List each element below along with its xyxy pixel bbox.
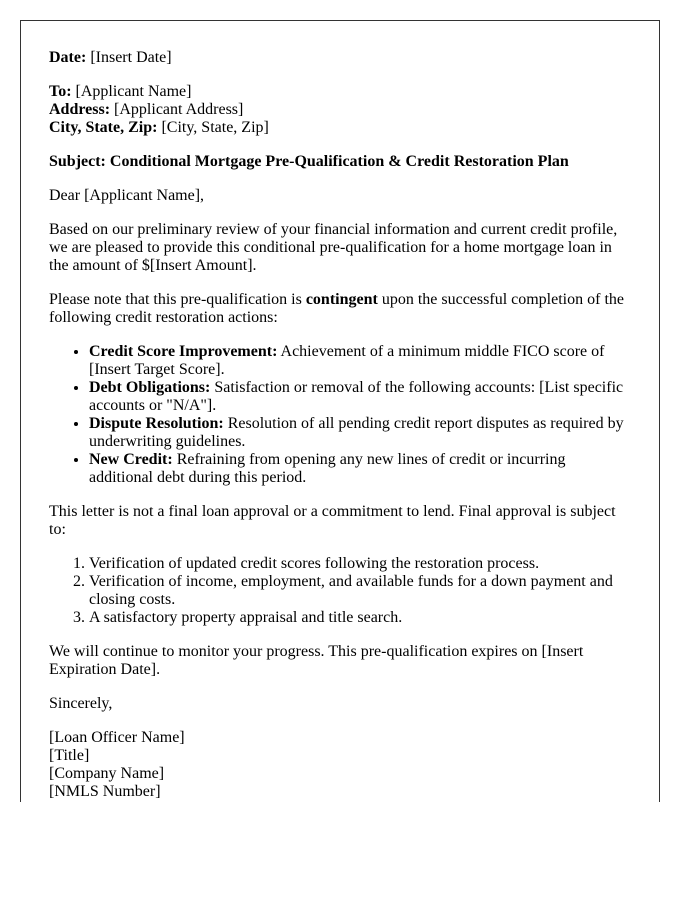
closing-paragraph: We will continue to monitor your progress. This pre-qualification expires on [Insert Expiration Date]. <box>49 643 584 678</box>
action-label: Credit Score Improvement: <box>89 343 278 360</box>
list-item <box>89 415 631 451</box>
contingent-emphasis: contingent <box>305 291 378 308</box>
letter-page <box>20 20 660 802</box>
date-value: [Insert Date] <box>90 49 172 66</box>
signature-company: [Company Name] <box>49 765 165 782</box>
recipient-to-label: To: <box>49 83 72 100</box>
contingent-text-before: Please note that this pre-qualification is <box>49 291 306 308</box>
date-line <box>49 49 631 67</box>
recipient-block <box>49 83 631 137</box>
action-label: Debt Obligations: <box>89 379 211 396</box>
recipient-to-line <box>49 83 631 101</box>
action-label: New Credit: <box>89 451 173 468</box>
contingent-text-after: upon the successful completion of the following credit restoration actions: <box>49 291 624 326</box>
action-text: Refraining from opening any new lines of credit or incurring additional debt during this period. <box>89 451 566 486</box>
contingent-paragraph <box>49 291 631 327</box>
salutation: Dear [Applicant Name], <box>49 187 205 204</box>
recipient-city-line <box>49 119 631 137</box>
list-item: 1. Verification of updated credit scores following the restoration process. <box>89 555 631 573</box>
recipient-address: [Applicant Address] <box>114 101 244 118</box>
action-text: Resolution of all pending credit report disputes as required by underwriting guidelines. <box>89 415 624 450</box>
action-text: Satisfaction or removal of the following accounts: [List specific accounts or "N/A"]. <box>89 379 624 414</box>
recipient-name: [Applicant Name] <box>75 83 192 100</box>
subject-line: Subject: Conditional Mortgage Pre-Qualification & Credit Restoration Plan <box>49 153 569 170</box>
recipient-address-line <box>49 101 631 119</box>
list-item <box>89 343 631 379</box>
date-label: Date: <box>49 49 87 66</box>
intro-paragraph: Based on our preliminary review of your financial information and current credit profile, we are pleased to provide this conditional pre-qualification for a home mortgage loan in the amount of $[Insert Amount]. <box>49 221 618 274</box>
list-item: 2. Verification of income, employment, and available funds for a down payment and closing costs. <box>89 573 631 609</box>
signature-title: [Title] <box>49 747 90 764</box>
action-text: Achievement of a minimum middle FICO score of [Insert Target Score]. <box>89 343 605 378</box>
list-item <box>89 451 631 487</box>
recipient-city-state-zip: [City, State, Zip] <box>161 119 269 136</box>
list-item <box>89 379 631 415</box>
recipient-address-label: Address: <box>49 101 111 118</box>
action-label: Dispute Resolution: <box>89 415 224 432</box>
signature-nmls: [NMLS Number] <box>49 783 161 800</box>
signature-name: [Loan Officer Name] <box>49 729 185 746</box>
recipient-city-label: City, State, Zip: <box>49 119 158 136</box>
disclaimer-paragraph: This letter is not a final loan approval or a commitment to lend. Final approval is subject to: <box>49 503 616 538</box>
list-item: 3. A satisfactory property appraisal and title search. <box>89 609 631 627</box>
approval-conditions-list <box>49 555 631 627</box>
valediction: Sincerely, <box>49 695 113 712</box>
signature-block <box>49 729 631 801</box>
restoration-actions-list <box>49 343 631 487</box>
